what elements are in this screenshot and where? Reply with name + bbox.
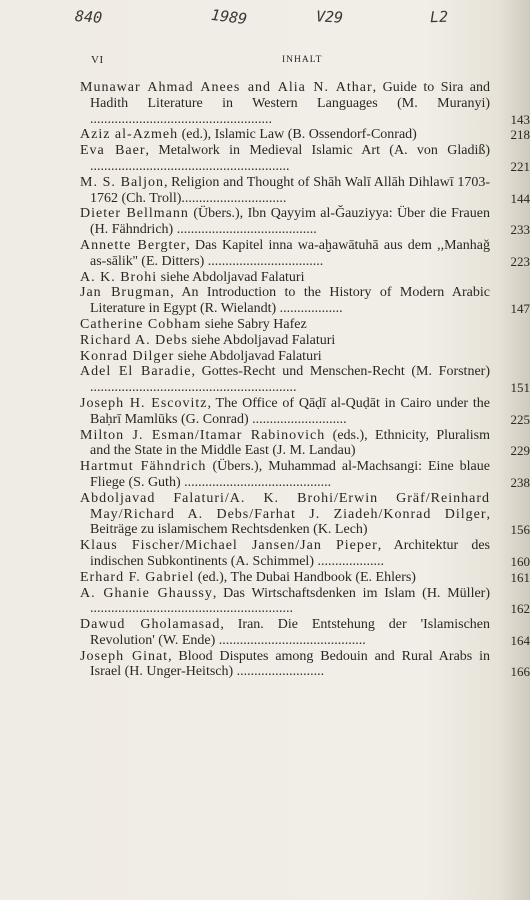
entry-page: 144 [510,190,530,206]
entry-page: 238 [510,474,530,490]
entry-text: (ed.), Islamic Law (B. Ossendorf-Conrad) [178,127,417,143]
entry-page: 225 [510,411,530,427]
toc-entry [80,80,530,127]
toc-entry [80,538,530,570]
toc-entry [80,317,512,333]
entry-author: Milton J. Esman/Itamar Rabinovich [80,427,326,443]
toc-entry [80,364,530,396]
entry-author: Klaus Fischer/Michael Jansen/Jan Pieper [80,538,378,554]
entry-author: Jan Brugman [80,285,171,301]
toc-entry [80,569,530,586]
entry-page: 221 [510,158,530,174]
entry-author: A. K. Brohi [80,269,158,285]
entry-text: , Guide to Sira and Hadith Literature in Western Languages (M. Muranyi) .................................................... [90,80,491,127]
entry-page: 161 [510,569,530,585]
toc-entry [80,285,530,317]
handwritten-note-4: L2 [429,7,449,27]
entry-author: Annette Bergter [80,237,187,253]
toc-entry [80,490,530,538]
entry-author: Eva Baer [80,143,146,159]
entry-text: , Religion and Thought of Shāh Walī Allāh Dihlawī 1703-1762 (Ch. Troll).............................. [90,174,490,206]
entry-page: 229 [510,443,530,459]
toc-entry [80,395,530,428]
entry-page: 218 [510,127,530,143]
toc-entry [80,585,530,618]
entry-page: 164 [510,632,530,648]
table-of-contents [80,80,530,680]
handwritten-note-3: V29 [315,7,344,27]
toc-entry [80,143,530,175]
entry-text: siehe Sabry Hafez [201,316,307,332]
entry-page: 162 [510,601,530,617]
entry-text: (Übers.), Ibn Qayyim al-Ǧauziyya: Über die Frauen (H. Fähndrich) ........................................ [90,206,490,238]
entry-text: , Gottes-Recht und Menschen-Recht (M. Forstner) ........................................................... [90,364,490,396]
entry-text: siehe Abdoljavad Falaturi [187,332,336,348]
handwritten-note-1: 840 [74,7,103,27]
entry-author: Abdoljavad Falaturi/A. K. Brohi/Erwin Gräf/Reinhard May/Richard A. Debs/Farhat J. Ziadeh/Konrad Dilger [80,490,490,522]
entry-page: 166 [510,664,530,680]
entry-page: 223 [510,253,530,269]
entry-author: A. Ghanie Ghaussy [80,585,213,601]
entry-text: , The Office of Qāḍī al-Quḍāt in Cairo under the Baḥrī Mamlūks (G. Conrad) ........................... [90,395,490,427]
entry-page: 233 [510,222,530,238]
toc-entry [80,349,512,365]
entry-author: Joseph Ginat [80,648,169,664]
entry-author: Konrad Dilger [80,348,175,364]
entry-page: 143 [510,111,530,127]
entry-author: Richard A. Debs [80,332,188,348]
entry-author: Joseph H. Escovitz [80,395,208,411]
entry-text: siehe Abdoljavad Falaturi [174,348,322,364]
entry-text: , An Introduction to the History of Modern Arabic Literature in Egypt (R. Wielandt) .................. [90,285,491,317]
toc-entry [80,427,530,460]
entry-author: Aziz al-Azmeh [80,127,179,143]
entry-author: Hartmut Fähndrich [80,459,207,475]
toc-entry [80,237,530,270]
entry-text: , Iran. Die Entstehung der 'Islamischen Revolution' (W. Ende) .......................................... [90,617,490,648]
toc-entry [80,459,530,491]
page-number-roman: VI [91,54,104,66]
entry-author: M. S. Baljon [80,174,164,190]
entry-text: (Übers.), Muhammad al-Machsangi: Eine blaue Fliege (S. Guth) .......................................... [90,459,490,490]
toc-entry [80,127,530,143]
entry-page: 156 [510,522,530,538]
toc-entry [80,648,530,681]
entry-page: 147 [510,301,530,317]
entry-text: , Das Wirtschaftsdenken im Islam (H. Müller) .......................................................... [90,585,490,617]
toc-entry [80,333,512,349]
entry-text: , Das Kapitel inna wa-aḫawātuhā aus dem ,,Manhaǧ as-sālik'' (E. Ditters) ................................. [90,237,490,269]
toc-entry [80,270,512,286]
entry-text: (ed.), The Dubai Handbook (E. Ehlers) [194,569,416,585]
toc-entry [80,617,530,649]
entry-author: Catherine Cobham [80,316,202,332]
entry-text: , Metalwork in Medieval Islamic Art (A. von Gladiß) ......................................................... [90,143,490,174]
entry-text: , Beiträge zu islamischem Rechtsdenken (K. Lech) [90,506,490,538]
entry-text: , Architektur des indischen Subkontinents (A. Schimmel) ................... [90,538,491,569]
entry-text: siehe Abdoljavad Falaturi [157,269,305,285]
toc-entry [80,174,530,207]
entry-author: Dawud Gholamasad [80,617,221,633]
entry-page: 151 [510,380,530,396]
entry-author: Munawar Ahmad Anees and Alia N. Athar [80,80,373,95]
entry-author: Dieter Bellmann [80,206,189,222]
handwritten-note-2: 1989 [210,5,249,29]
entry-text: , Blood Disputes among Bedouin and Rural Arabs in Israel (H. Unger-Heitsch) ......................... [90,648,490,680]
entry-text: (eds.), Ethnicity, Pluralism and the State in the Middle East (J. M. Landau) [90,427,490,459]
running-title: INHALT [282,55,323,65]
entry-page: 160 [510,553,530,569]
entry-author: Erhard F. Gabriel [80,569,195,585]
entry-author: Adel El Baradie [80,364,192,380]
toc-entry [80,206,530,238]
